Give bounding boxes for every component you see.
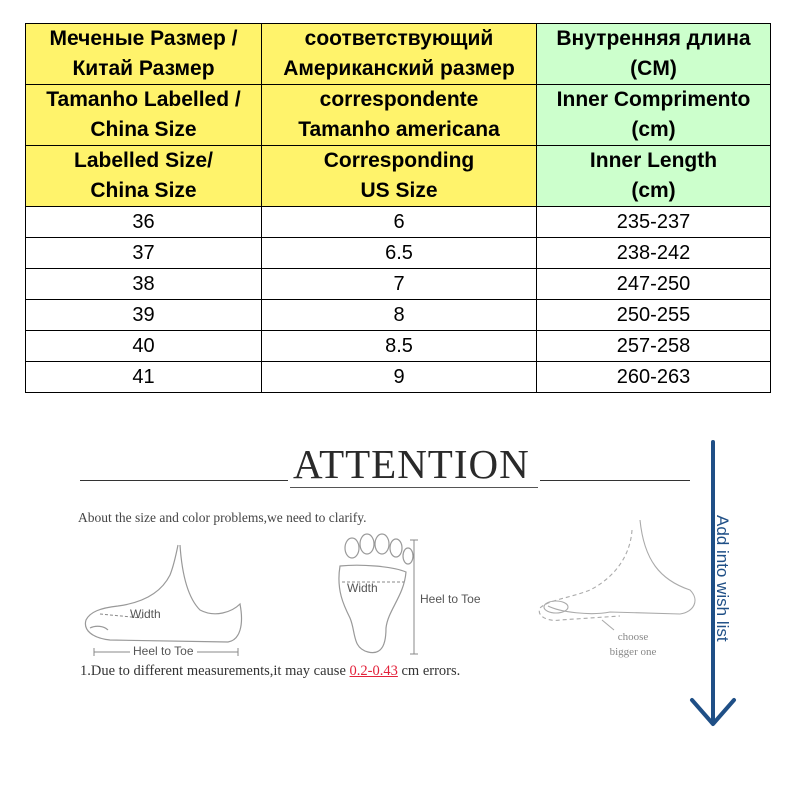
header-cell: Tamanho Labelled / China Size	[26, 85, 262, 146]
table-cell: 8.5	[262, 331, 537, 362]
table-cell: 41	[26, 362, 262, 393]
side-width-label: Width	[130, 607, 161, 621]
table-cell: 40	[26, 331, 262, 362]
table-cell: 38	[26, 269, 262, 300]
choose-bigger-label	[598, 630, 668, 660]
add-to-wishlist-label[interactable]: Add into wish list	[713, 515, 732, 642]
header-cell: Меченые Размер / Китай Размер	[26, 24, 262, 85]
table-cell: 257-258	[537, 331, 771, 362]
shoe-comparison-illustration	[539, 520, 695, 630]
header-cell: Inner Comprimento (cm)	[537, 85, 771, 146]
side-foot-illustration	[85, 545, 241, 642]
table-cell: 6	[262, 207, 537, 238]
table-cell: 235-237	[537, 207, 771, 238]
sole-length-label: Heel to Toe	[420, 592, 481, 606]
table-cell: 9	[262, 362, 537, 393]
table-cell: 36	[26, 207, 262, 238]
sole-width-label: Width	[347, 581, 378, 595]
header-cell: Labelled Size/ China Size	[26, 146, 262, 207]
table-cell: 37	[26, 238, 262, 269]
table-cell: 7	[262, 269, 537, 300]
table-cell: 39	[26, 300, 262, 331]
note-error-range: 0.2-0.43	[349, 663, 398, 679]
choose-line-1: choose	[617, 631, 649, 643]
side-length-label: Heel to Toe	[130, 644, 197, 658]
table-cell: 260-263	[537, 362, 771, 393]
header-cell: Внутренняя длина (CM)	[537, 24, 771, 85]
header-cell: correspondente Tamanho americana	[262, 85, 537, 146]
measurement-note	[80, 663, 460, 680]
note-suffix: cm errors.	[397, 663, 461, 679]
choose-line-2: bigger one	[609, 646, 657, 658]
clarify-text: About the size and color problems,we need to clarify.	[78, 510, 367, 525]
table-cell: 250-255	[537, 300, 771, 331]
table-cell: 6.5	[262, 238, 537, 269]
header-cell: соответствующий Американский размер	[262, 24, 537, 85]
note-prefix: 1.Due to different measurements,it may cause	[80, 663, 350, 679]
table-cell: 238-242	[537, 238, 771, 269]
attention-title: ATTENTION	[293, 441, 530, 487]
table-cell: 8	[262, 300, 537, 331]
header-cell: Inner Length (cm)	[537, 146, 771, 207]
table-cell: 247-250	[537, 269, 771, 300]
header-cell: Corresponding US Size	[262, 146, 537, 207]
